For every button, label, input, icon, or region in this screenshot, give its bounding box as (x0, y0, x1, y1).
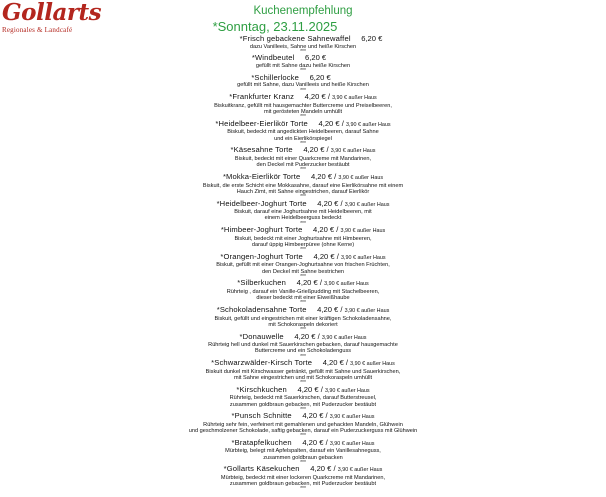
menu-item-price: 6,20 € (309, 72, 331, 82)
menu-item-description: Biskuit, gefüllt mit einer Orangen-Joghurtsahne von frischen Früchten, (216, 262, 390, 269)
menu-item-takeaway-price: 3,90 € außer Haus (344, 201, 390, 208)
menu-item (0, 54, 606, 73)
menu-item-description: Hauch Zimt, mit Sahne eingestrichen, darauf Eierlikör (236, 188, 370, 195)
menu-item-name: *Schwarzwälder-Kirsch Torte (211, 358, 313, 368)
separator: *** (300, 300, 306, 307)
menu-item-description: darauf üppig Himbeerpüree (ohne Kerne) (251, 241, 355, 248)
menu-item (0, 279, 606, 306)
menu-item-name: *Mokka-Eierlikör Torte (222, 171, 301, 181)
menu-item-price: 6,20 € (361, 34, 383, 43)
menu-item-takeaway-price: 3,90 € außer Haus (329, 414, 375, 421)
menu-item-description: Biskuit, gefüllt und eingestrichen mit einer kräftigen Schokoladensahne, (214, 315, 392, 322)
menu-item-title-line (0, 465, 606, 475)
menu-item-price: 4,20 € / (302, 437, 328, 447)
menu-item-description: Biskuit dunkel mit Kirschwasser getränkt, gefüllt mit Sahne und Sauerkirschen, (205, 368, 401, 375)
menu-item-description: dieser bedeckt mit einer Eiweißhaube (256, 295, 350, 302)
menu-item-title-line (0, 120, 606, 130)
separator: *** (300, 167, 306, 174)
menu-item-price: 4,20 € / (294, 331, 320, 341)
menu-item (0, 146, 606, 173)
menu-item-takeaway-price: 3,90 € außer Haus (330, 148, 376, 155)
menu-item-description: den Deckel mit Puderzucker bestäubt (256, 162, 350, 169)
menu-item-description: Biskuit, darauf eine Joghurtsahne mit Heidelbeeren, mit (234, 209, 372, 216)
menu-item-description: Mürbteig, bedeckt mit einer lockeren Quarkcreme mit Mandarinen, (220, 475, 386, 482)
menu-item-name: *Frankfurter Kranz (229, 92, 295, 102)
menu-item-title-line (0, 93, 606, 103)
menu-item-name: *Frisch gebackene Sahnewaffel (239, 34, 351, 43)
menu-item-price: 4,20 € / (310, 171, 337, 181)
menu-item-name: *Windbeutel (251, 53, 295, 63)
menu-item-description: Buttercreme und ein Schokoladenguss (254, 348, 352, 355)
separator: *** (300, 114, 306, 121)
menu-item-price: 4,20 € / (317, 198, 343, 208)
menu-item-description: zusammen goldbraun gebacken, mit Puderzucker bestäubt (229, 481, 377, 488)
menu-item-price: 4,20 € / (302, 411, 328, 421)
menu-item-price: 4,20 € / (310, 464, 336, 474)
menu-item (0, 412, 606, 439)
menu-item-title-line (0, 173, 606, 183)
menu-item-title-line (0, 333, 606, 343)
menu-item-name: *Heidelbeer-Eierlikör Torte (215, 118, 308, 128)
menu-item (0, 200, 606, 227)
menu-item (0, 306, 606, 333)
separator: *** (300, 68, 306, 75)
menu-item-description: und ein Eierlikörspiegel (274, 135, 332, 142)
menu-item-description: Biskuit, bedeckt mit angedickten Heidelbeeren, darauf Sahne (227, 129, 379, 136)
menu-item-takeaway-price: 3,90 € außer Haus (329, 440, 375, 447)
menu-item-description: Biskuit, bedeckt mit einer Quarkcreme mit Mandarinen, (234, 155, 372, 162)
menu-item-price: 4,20 € / (303, 145, 329, 155)
menu-item (0, 359, 606, 386)
menu-item-description: und geschmolzener Schokolade, saftig gebacken, darauf ein Puderzuckerguss mit Glühwein (188, 428, 418, 435)
menu-item-description: mit Schokoraspeln dekoriert (268, 321, 338, 328)
menu-item-title-line (0, 359, 606, 369)
separator: *** (300, 353, 306, 360)
menu-item-title-line (0, 439, 606, 449)
menu-item-takeaway-price: 3,90 € außer Haus (324, 387, 370, 394)
menu-item-price: 4,20 € / (318, 118, 344, 128)
logo-subtitle: Regionales & Landcafé (2, 26, 73, 34)
menu-item-price: 6,20 € (305, 53, 327, 63)
menu-item (0, 226, 606, 253)
menu-item-price: 4,20 € / (317, 304, 343, 314)
menu-date: *Sonntag, 23.11.2025 (212, 19, 338, 34)
menu-item-title-line (0, 253, 606, 263)
menu-item (0, 120, 606, 147)
menu-item (0, 253, 606, 280)
menu-item-description: den Deckel mit Sahne bestrichen (261, 268, 345, 275)
menu-item-price: 4,20 € / (313, 225, 339, 235)
menu-item-takeaway-price: 3,90 € außer Haus (332, 95, 377, 102)
menu-item-description: zusammen goldbraun gebacken, mit Puderzucker bestäubt (229, 401, 377, 408)
menu-item-description: mit gerösteten Mandeln umhüllt (263, 108, 343, 115)
menu-item-name: *Silberkuchen (237, 278, 287, 288)
menu-item-name: *Käsesahne Torte (230, 145, 293, 155)
menu-item-title-line (0, 412, 606, 422)
menu-item-name: *Himbeer-Joghurt Torte (220, 225, 303, 235)
menu-item (0, 74, 606, 93)
menu-item-title-line (0, 200, 606, 210)
menu-item-takeaway-price: 3,90 € außer Haus (338, 174, 384, 181)
menu-item-title-line (0, 306, 606, 316)
menu-item-takeaway-price: 3,90 € außer Haus (321, 334, 367, 341)
menu-item-description: dazu Vanilleeis, Sahne und heiße Kirschen (249, 43, 357, 50)
menu-item-title-line (0, 226, 606, 236)
menu-item-name: *Orangen-Joghurt Torte (220, 251, 303, 261)
menu-item-description: gefüllt mit Sahne, dazu Vanilleeis und heiße Kirschen (237, 82, 369, 89)
menu-item-description: Rührteig, bedeckt mit Sauerkirschen, darauf Butterstreusel, (229, 395, 377, 402)
menu-item (0, 333, 606, 360)
menu-item-name: *Schokoladensahne Torte (216, 304, 307, 314)
logo-name: Gollarts (2, 0, 102, 26)
menu-item (0, 173, 606, 200)
menu-item-takeaway-price: 3,90 € außer Haus (324, 281, 369, 288)
menu-item-price: 4,20 € / (304, 92, 330, 102)
menu-item-description: zusammen goldbraun gebacken (263, 454, 343, 461)
menu-item-description: gefüllt mit Sahne dazu heiße Kirschen (255, 62, 351, 69)
menu-item-takeaway-price: 3,90 € außer Haus (344, 307, 390, 314)
separator: *** (300, 433, 306, 440)
separator: *** (300, 380, 306, 387)
menu-item-title-line (8, 35, 606, 44)
separator: *** (300, 87, 306, 94)
separator: *** (300, 193, 306, 200)
menu-item (0, 93, 606, 120)
separator: *** (300, 247, 306, 254)
page-title: Kuchenempfehlung (253, 5, 353, 17)
menu-item-name: *Heidelbeer-Joghurt Torte (216, 198, 307, 208)
menu-item-title-line (0, 279, 606, 289)
menu-item (0, 386, 606, 413)
menu-item-name: *Donauwelle (239, 331, 284, 341)
menu-item-description: Rührteig hell und dunkel mit Sauerkirschen gebacken, darauf hausgemachte (208, 342, 398, 349)
menu-item-name: *Bratapfelkuchen (231, 437, 292, 447)
menu-item-description: mit Sahne eingestrichen und mit Schokoraspeln umhüllt (233, 374, 373, 381)
menu-item (0, 35, 606, 54)
separator: *** (300, 486, 306, 493)
menu-item-title-line (0, 74, 594, 83)
menu-item-price: 4,20 € / (322, 358, 349, 368)
menu-item-description: Mürbteig, belegt mit Apfelspalten, darauf ein Vanillesahneguss, (225, 448, 381, 455)
separator: *** (300, 459, 306, 466)
menu-item-title-line (0, 146, 606, 156)
menu-item-price: 4,20 € / (296, 278, 322, 288)
menu-item-description: Biskuit, die erste Schicht eine Mokkasahne, darauf eine Eierlikörsahne mit einem (202, 182, 404, 189)
menu-item-description: einem Heidelbeerguss bedeckt (264, 215, 342, 222)
menu-item-description: Biskuitkranz, gefüllt mit hausgemachter Buttercreme und Preiselbeeren, (214, 102, 392, 109)
menu-item-title-line (0, 386, 606, 396)
menu-item-takeaway-price: 3,90 € außer Haus (350, 361, 395, 368)
separator: *** (300, 220, 306, 227)
menu-item-takeaway-price: 3,90 € außer Haus (340, 228, 386, 235)
menu-item-takeaway-price: 3,90 € außer Haus (337, 467, 383, 474)
menu-item-price: 4,20 € / (313, 251, 339, 261)
menu-item-name: *Punsch Schnitte (231, 411, 292, 421)
menu-item-name: *Kirschkuchen (236, 384, 287, 394)
separator: *** (300, 48, 306, 55)
menu-item (0, 439, 606, 466)
menu-item-title-line (0, 54, 592, 63)
separator: *** (300, 326, 306, 333)
separator: *** (300, 273, 306, 280)
separator: *** (300, 140, 306, 147)
menu-item-description: Rührteig sehr fein, verfeinert mit gemahlenen und gehackten Mandeln, Glühwein (203, 421, 403, 428)
menu-item-description: Rührteig , darauf ein Vanille-Grießpudding mit Stachelbeeren, (226, 288, 380, 295)
menu-item-takeaway-price: 3,90 € außer Haus (345, 121, 391, 128)
separator: *** (300, 406, 306, 413)
menu-item-price: 4,20 € / (297, 384, 323, 394)
menu-item-name: *Schillerlocke (251, 72, 299, 82)
menu-item-takeaway-price: 3,90 € außer Haus (340, 254, 386, 261)
menu-item (0, 465, 606, 492)
cake-menu (0, 35, 606, 492)
menu-item-description: Biskuit, bedeckt mit einer Joghurtsahne mit Himbeeren, (234, 235, 372, 242)
menu-item-name: *Gollarts Käsekuchen (223, 464, 300, 474)
